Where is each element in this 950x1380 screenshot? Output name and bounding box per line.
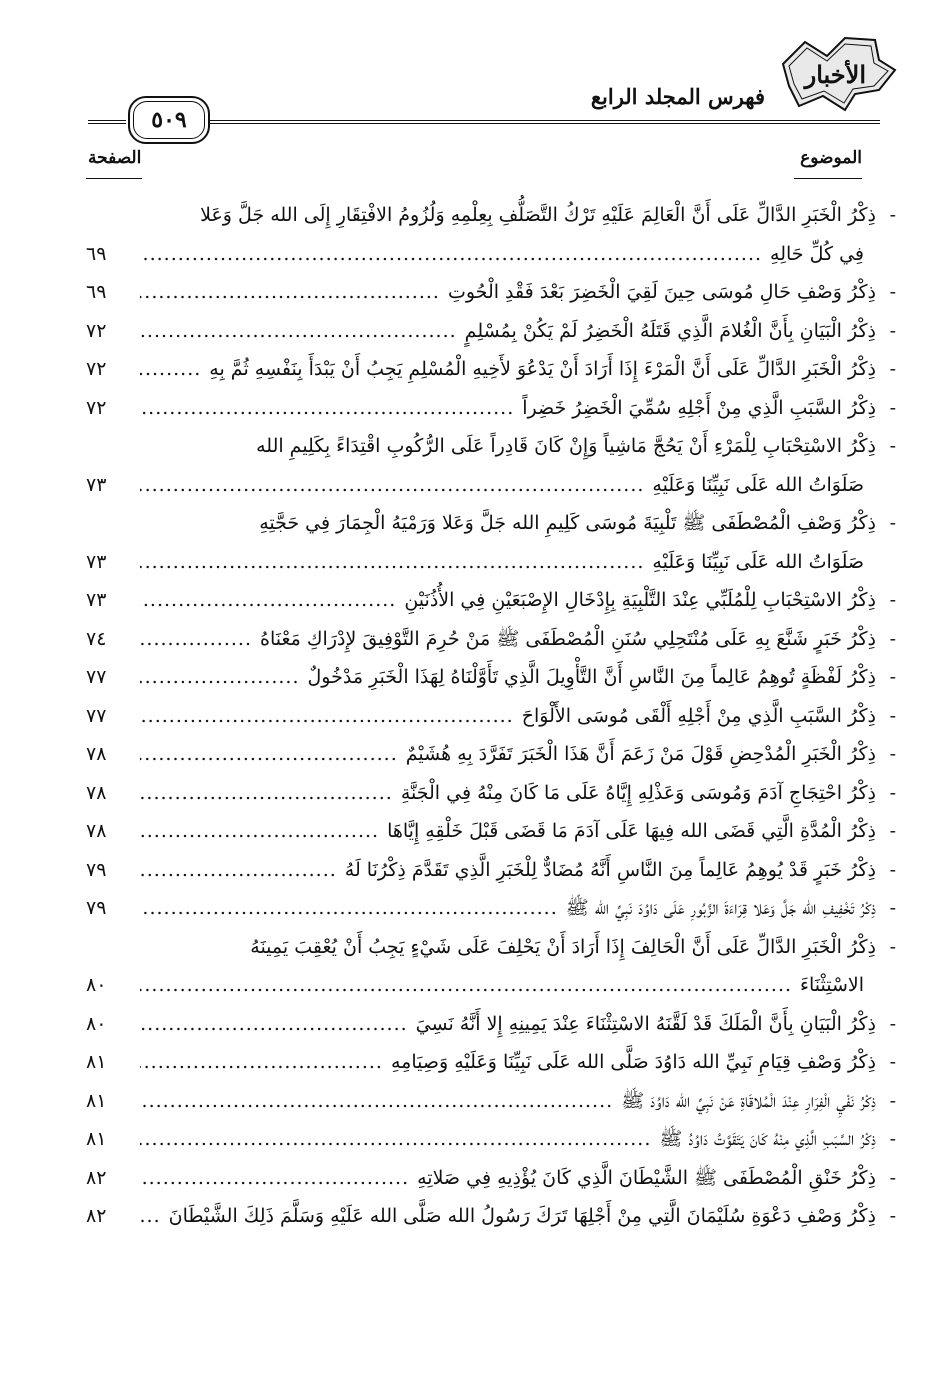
header-rule [210,120,880,124]
index-entry [86,1005,896,1044]
index-entry [86,658,896,697]
dot-leader [140,966,792,1004]
entry-page-number: ٧٣ [86,473,107,496]
entry-line [86,196,896,235]
dot-leader [140,774,393,812]
bullet-icon: - [889,820,896,842]
dot-leader [140,812,379,850]
entry-line [86,312,896,351]
dot-leader [140,235,762,273]
index-entry [86,1120,896,1159]
bullet-icon: - [889,1012,896,1035]
entry-page-number: ٨٠ [86,1012,107,1035]
topic-column-heading: الموضوع [800,148,862,168]
topic-heading-rule [794,178,862,179]
entry-line [86,774,896,813]
entry-text: ذِكْرُ وَصْفِ حَالِ مُوسَى حِينَ لَقِيَ الْخَضِرَ بَعْدَ فَقْدِ الْحُوتِ [447,281,876,303]
entry-text: ذِكْرُ احْتِجَاجِ آدَمَ وَمُوسَى وَعَذْلِهِ إِيَّاهُ عَلَى مَا كَانَ مِنْهُ فِي الْجَنَّةِ [400,781,876,804]
entry-text: ذِكْرُ الْمُدَّةِ الَّتِي قَضَى الله فِيهَا عَلَى آدَمَ مَا قَضَى قَبْلَ خَلْقِهِ إِيَّاهَا [387,820,876,842]
entry-page-number: ٨٠ [86,974,107,996]
bullet-icon: - [889,1089,896,1112]
entry-page-number: ٧٩ [86,897,107,919]
bullet-icon: - [889,512,896,534]
index-entry [86,581,896,620]
index-entry [86,697,896,736]
entry-line [86,235,896,274]
index-entry [86,851,896,890]
entry-text: ذِكْرُ نَفْيِ الْفِرَارِ عِنْدَ الْمُلاقَاةِ عَنْ نَبِيِّ الله دَاوُدَ ﷺ [621,1089,876,1112]
bullet-icon: - [889,358,896,380]
index-entry [86,196,896,273]
dot-leader [140,466,644,504]
bullet-icon: - [889,858,896,881]
index-entry [86,427,896,504]
entry-text: ذِكْرُ السَّبَبِ الَّذِي مِنْ أَجْلِهِ أَلْقَى مُوسَى الأَلْوَاحَ [521,704,876,727]
dot-leader [140,1159,409,1197]
bullet-icon: - [889,1128,896,1150]
entry-line [86,1082,896,1121]
bullet-icon: - [889,589,896,611]
dot-leader [140,1120,651,1158]
entry-text: ذِكْرُ الْخَبَرِ الدَّالِّ عَلَى أَنَّ الْمَرْءَ إِذَا أَرَادَ أَنْ يَدْعُوَ لأَخِيهِ الْمُسْلِمِ يَجِبُ أَنْ يَبْدَأَ بِنَفْسِهِ ثُمَّ بِهِ [209,358,876,380]
dot-leader [140,1082,613,1120]
entry-text: ذِكْرُ وَصْفِ الْمُصْطَفَى ﷺ تَلْبِيَةَ مُوسَى كَلِيمِ الله جَلَّ وَعَلا وَرَمْيَهُ الْجِمَارَ فِي حَجَّتِهِ [259,512,876,534]
book-title: فهرس المجلد الرابع [590,84,765,109]
entry-text: ذِكْرُ السَّبَبِ الَّذِي مِنْهُ كَانَ يَتَقَوَّتُ دَاوُدُ ﷺ [659,1128,876,1150]
entry-line [86,543,896,582]
entry-text: ذِكْرُ لَفْظَةٍ تُوهِمُ عَالِماً مِنَ النَّاسِ أَنَّ التَّأْوِيلَ الَّذِي تَأَوَّلْنَاهُ لِهَذَا الْخَبَرِ مَدْخُولٌ [307,666,876,688]
entry-line [86,620,896,659]
index-entry [86,273,896,312]
index-entry [86,312,896,351]
entry-text: ذِكْرُ وَصْفِ قِيَامِ نَبِيِّ الله دَاوُدَ صَلَّى الله عَلَى نَبِيِّنَا وَعَلَيْهِ وَصِيَامِهِ [390,1051,876,1073]
bullet-icon: - [889,396,896,419]
dot-leader [140,697,514,735]
bullet-icon: - [889,204,896,226]
index-entry [86,889,896,928]
entry-line [86,812,896,851]
index-entry [86,1043,896,1082]
entry-line [86,389,896,428]
dot-leader [140,1005,408,1043]
header-rule-short [88,120,126,124]
dot-leader [140,389,514,427]
entry-page-number: ٨٢ [86,1205,107,1227]
entry-text: ذِكْرُ تَخْفِيفِ الله جَلَّ وَعَلا قِرَاءَةَ الزَّبُورِ عَلَى دَاوُدَ نَبِيِّ الله ﷺ [565,897,876,919]
bullet-icon: - [889,281,896,303]
index-entry [86,812,896,851]
bullet-icon: - [889,1051,896,1073]
entry-page-number: ٧٨ [86,820,107,842]
entry-page-number: ٨١ [86,1128,107,1150]
entry-page-number: ٨١ [86,1089,107,1112]
entry-line [86,1197,896,1236]
entry-page-number: ٨٢ [86,1166,107,1189]
dot-leader [140,889,558,927]
entry-page-number: ٧٢ [86,358,107,380]
entry-page-number: ٧٩ [86,858,107,881]
entry-line [86,1043,896,1082]
page-heading-rule [86,178,142,179]
dot-leader [140,735,398,773]
entry-text: صَلَوَاتُ الله عَلَى نَبِيِّنَا وَعَلَيْهِ [652,473,864,496]
bullet-icon: - [889,935,896,958]
entry-page-number: ٧٣ [86,550,107,573]
entry-text: ذِكْرُ السَّبَبِ الَّذِي مِنْ أَجْلِهِ سُمِّيَ الْخَضِرُ خَضِراً [522,396,876,419]
index-entry [86,504,896,581]
entry-line [86,928,896,967]
entry-text: ذِكْرُ خَنْقِ الْمُصْطَفَى ﷺ الشَّيْطَانَ الَّذِي كَانَ يُؤْذِيهِ فِي صَلاتِهِ [417,1166,876,1189]
bullet-icon: - [889,743,896,765]
entry-page-number: ٧٨ [86,781,107,804]
bullet-icon: - [889,1166,896,1189]
entry-line [86,1159,896,1198]
entry-line [86,966,896,1005]
page-number: ٥٠٩ [133,101,205,139]
entry-line [86,735,896,774]
bullet-icon: - [889,319,896,342]
entry-text: ذِكْرُ وَصْفِ دَعْوَةِ سُلَيْمَانَ الَّتِي مِنْ أَجْلِهَا تَرَكَ رَسُولُ الله صَلَّى الله عَلَيْهِ وَسَلَّمَ ذَلِكَ الشَّيْطَانَ [168,1205,876,1227]
index-entry [86,735,896,774]
bullet-icon: - [889,1205,896,1227]
entry-page-number: ٧٧ [86,666,107,688]
entry-page-number: ٦٩ [86,242,107,265]
bullet-icon: - [889,897,896,919]
entry-line [86,581,896,620]
entry-line [86,1120,896,1159]
entry-page-number: ٧٢ [86,396,107,419]
entry-text: ذِكْرُ الْخَبَرِ الدَّالِّ عَلَى أَنَّ الْعَالِمَ عَلَيْهِ تَرْكُ التَّصَلُّفِ بِعِلْمِهِ وَلُزُومُ الافْتِقَارِ إِلَى الله جَلَّ وَعَلا [200,204,876,226]
dot-leader [140,312,457,350]
entry-page-number: ٧٤ [86,627,107,650]
entry-text: الاسْتِثْنَاءَ [800,974,864,996]
bullet-icon: - [889,666,896,688]
index-entry [86,928,896,1005]
dot-leader [140,581,396,619]
index-entry [86,1159,896,1198]
dot-leader [140,620,252,658]
dot-leader [140,273,440,311]
index-entry [86,389,896,428]
entry-page-number: ٧٧ [86,704,107,727]
entry-text: فِي كُلِّ حَالِهِ [770,242,864,265]
dot-leader [140,851,337,889]
entry-line [86,273,896,312]
entry-page-number: ٧٣ [86,589,107,611]
entry-line [86,350,896,389]
dot-leader [140,658,300,696]
entry-text: ذِكْرُ الاسْتِحْبَابِ لِلْمُلَبِّي عِنْدَ التَّلْبِيَةِ بِإِدْخَالِ الإِصْبَعَيْنِ فِي الأُذُنَيْنِ [404,589,876,611]
bullet-icon: - [889,627,896,650]
entry-page-number: ٧٢ [86,319,107,342]
bullet-icon: - [889,435,896,457]
logo-text: الأخبار [804,60,866,89]
entry-text: ذِكْرُ الْبَيَانِ بِأَنَّ الْغُلامَ الَّذِي قَتَلَهُ الْخَضِرُ لَمْ يَكُنْ بِمُسْلِمٍ [464,319,876,342]
entry-line [86,1005,896,1044]
entry-text: ذِكْرُ خَبَرٍ قَدْ يُوهِمُ عَالِماً مِنَ النَّاسِ أَنَّهُ مُضَادٌّ لِلْخَبَرِ الَّذِي تَقَدَّمَ ذِكْرُنَا لَهُ [344,858,876,881]
dot-leader [140,1043,383,1081]
entry-page-number: ٨١ [86,1051,107,1073]
entry-line [86,851,896,890]
entry-line [86,889,896,928]
entry-text: صَلَوَاتُ الله عَلَى نَبِيِّنَا وَعَلَيْهِ [652,550,864,573]
index-entry [86,620,896,659]
index-entry [86,1197,896,1236]
dot-leader [140,1197,161,1235]
index-entry [86,350,896,389]
page-header [80,40,880,133]
index-entry [86,1082,896,1121]
page-column-heading: الصفحة [88,148,142,168]
entry-text: ذِكْرُ الْبَيَانِ بِأَنَّ الْمَلَكَ قَدْ لَقَّنَهُ الاسْتِثْنَاءَ عِنْدَ يَمِينِهِ إِلا أَنَّهُ نَسِيَ [415,1012,876,1035]
entry-line [86,427,896,466]
entry-page-number: ٧٨ [86,743,107,765]
entry-text: ذِكْرُ خَبَرٍ شَنَّعَ بِهِ عَلَى مُنْتَحِلِي سُنَنِ الْمُصْطَفَى ﷺ مَنْ حُرِمَ التَّوْفِيقَ لإِدْرَاكِ مَعْنَاهُ [260,627,876,650]
bullet-icon: - [889,704,896,727]
bullet-icon: - [889,781,896,804]
dot-leader [140,543,644,581]
page-number-box [128,96,210,144]
entry-line [86,504,896,543]
dot-leader [140,350,201,388]
entry-text: ذِكْرُ الْخَبَرِ الْمُدْحِضِ قَوْلَ مَنْ زَعَمَ أَنَّ هَذَا الْخَبَرَ تَفَرَّدَ بِهِ هُشَيْمٌ [405,743,876,765]
entry-line [86,466,896,505]
index-entry-list [86,196,896,1236]
index-entry [86,774,896,813]
entry-line [86,697,896,736]
entry-line [86,658,896,697]
entry-page-number: ٦٩ [86,281,107,303]
entry-text: ذِكْرُ الاسْتِحْبَابِ لِلْمَرْءِ أَنْ يَحُجَّ مَاشِياً وَإِنْ كَانَ قَادِراً عَلَى الرُّكُوبِ اقْتِدَاءً بِكَلِيمِ الله [256,435,876,457]
entry-text: ذِكْرُ الْخَبَرِ الدَّالِّ عَلَى أَنَّ الْحَالِفَ إِذَا أَرَادَ أَنْ يَحْلِفَ عَلَى شَيْءٍ يَجِبُ أَنْ يُعْقِبَ يَمِينَهُ [250,935,876,958]
